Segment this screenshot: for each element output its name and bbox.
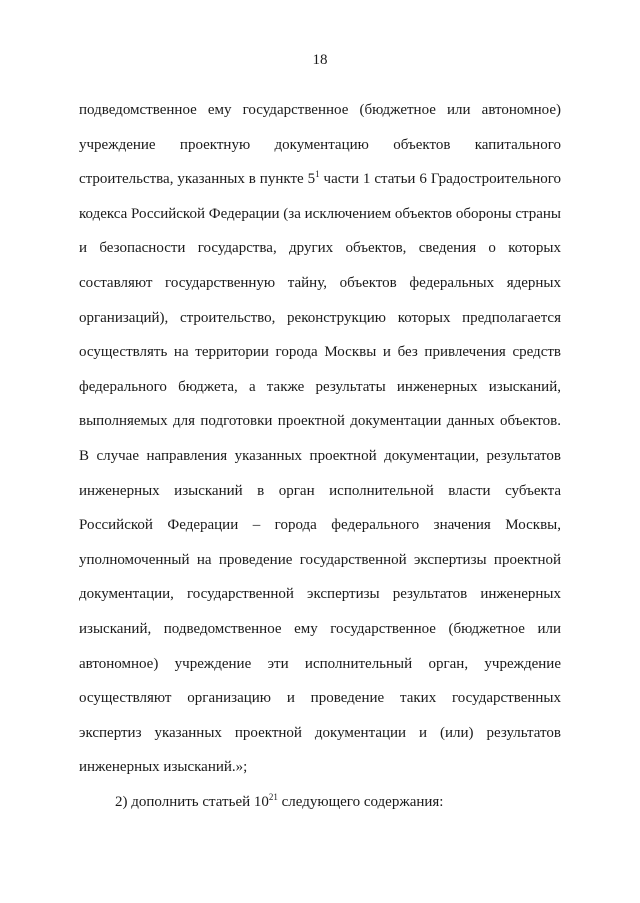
text-line-with-superscript [79, 162, 561, 197]
text-line: инженерных изысканий в орган исполнительной власти субъекта [79, 482, 561, 499]
text-line: кодекса Российской Федерации (за исключением объектов обороны страны [79, 205, 561, 222]
list-item-2 [79, 785, 561, 820]
superscript: 1 [315, 169, 320, 180]
text-line: учреждение проектную документацию объектов капитального [79, 136, 561, 153]
text-line: федерального бюджета, а также результаты инженерных изысканий, [79, 378, 561, 395]
body-text [79, 93, 561, 785]
text-fragment: 2) дополнить статьей 10 [115, 794, 269, 810]
text-line: осуществляют организацию и проведение таких государственных [79, 690, 561, 707]
text-line: Российской Федерации – города федерального значения Москвы, [79, 517, 561, 534]
text-fragment: части 1 статьи 6 Градостроительного [319, 171, 561, 188]
text-line: изысканий, подведомственное ему государственное (бюджетное или [79, 620, 561, 637]
text-line: организаций), строительство, реконструкцию которых предполагается [79, 309, 561, 326]
text-line: и безопасности государства, других объектов, сведения о которых [79, 240, 561, 257]
text-line: автономное) учреждение эти исполнительный орган, учреждение [79, 655, 561, 672]
text-line: В случае направления указанных проектной документации, результатов [79, 447, 561, 464]
text-line: документации, государственной экспертизы результатов инженерных [79, 586, 561, 603]
text-line: выполняемых для подготовки проектной документации данных объектов. [79, 413, 561, 430]
text-fragment: строительства, указанных в пункте 5 [79, 171, 316, 188]
text-fragment: следующего содержания: [277, 794, 444, 810]
text-line: уполномоченный на проведение государственной экспертизы проектной [79, 551, 561, 568]
text-line: составляют государственную тайну, объектов федеральных ядерных [79, 274, 561, 291]
text-line: экспертиз указанных проектной документации и (или) результатов [79, 724, 561, 741]
text-line-last: инженерных изысканий.»; [79, 759, 248, 776]
page-number: 18 [312, 52, 328, 68]
text-line: подведомственное ему государственное (бюджетное или автономное) [79, 102, 561, 118]
superscript: 21 [268, 792, 278, 802]
text-line: осуществлять на территории города Москвы и без привлечения средств [79, 344, 561, 361]
